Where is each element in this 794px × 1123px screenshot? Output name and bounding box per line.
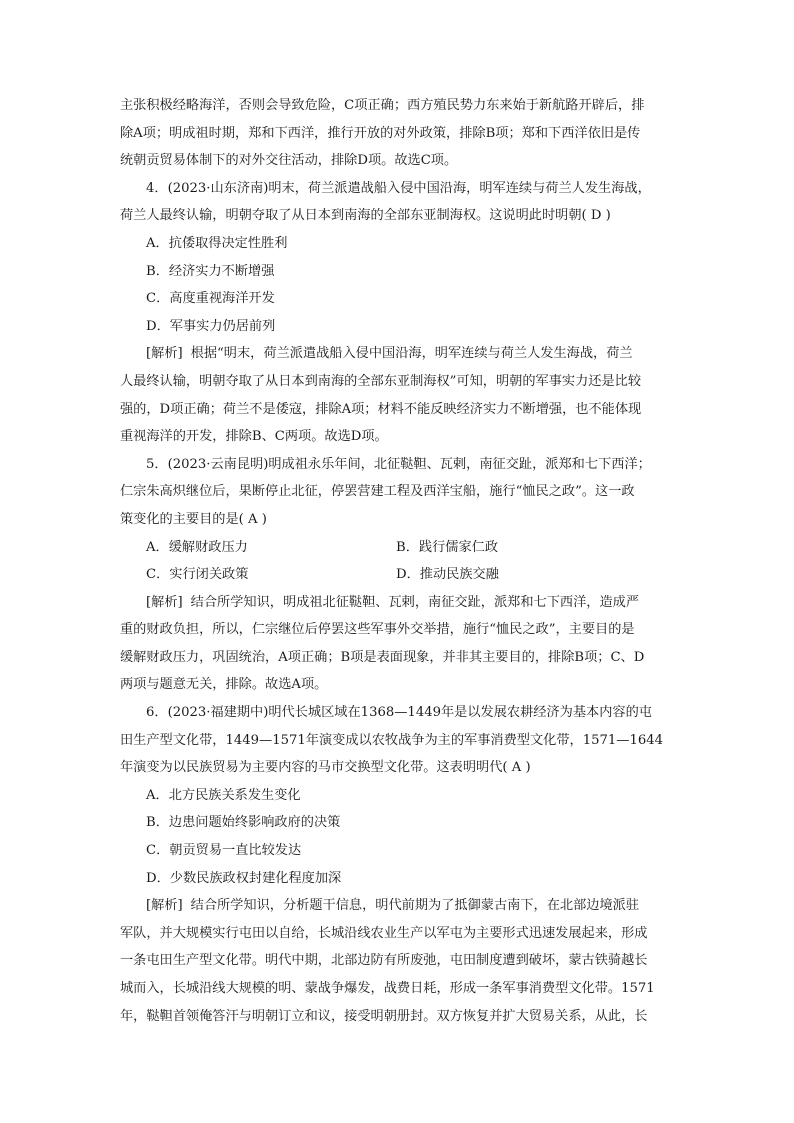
option-c: C．朝贡贸易一直比较发达 <box>146 843 302 859</box>
option-d: D．推动民族交融 <box>396 567 499 583</box>
analysis-tag: [解析] <box>146 898 183 914</box>
option-d: D．少数民族政权封建化程度加深 <box>146 870 342 886</box>
analysis-line: [解析] 结合所学知识，明成祖北征鞑靼、瓦剌，南征交趾，派郑和七下西洋，造成严 <box>146 594 640 610</box>
option-c: C．高度重视海洋开发 <box>146 291 275 307</box>
analysis-tag: [解析] <box>146 594 183 610</box>
analysis-line: 两项与题意无关，排除。故选A项。 <box>120 677 328 693</box>
text-line: 除A项；明成祖时期，郑和下西洋，推行开放的对外政策，排除B项；郑和下西洋依旧是传 <box>120 125 641 141</box>
question-5 <box>120 451 676 699</box>
question-stem-line: 仁宗朱高炽继位后，果断停止北征，停罢营建工程及西洋宝船，施行“恤民之政”。这一政 <box>120 484 635 500</box>
analysis-line: [解析] 根据“明末，荷兰派遣战船入侵中国沿海，明军连续与荷兰人发生海战，荷兰 <box>146 346 633 362</box>
option-c: C．实行闭关政策 <box>146 567 249 583</box>
text-line: 统朝贡贸易体制下的对外交往活动，排除D项。故选C项。 <box>120 153 458 169</box>
option-a: A．缓解财政压力 <box>146 539 248 555</box>
analysis-line: 强的，D项正确；荷兰不是倭寇，排除A项；材料不能反映经济实力不断增强，也不能体现 <box>120 401 642 417</box>
option-b: B．经济实力不断增强 <box>146 263 275 279</box>
document-page <box>120 92 676 1030</box>
option-d: D．军事实力仍居前列 <box>146 318 276 334</box>
question-stem-line: 荷兰人最终认输，明朝夺取了从日本到南海的全部东亚制海权。这说明此时明朝( D ) <box>120 208 611 224</box>
analysis-line: [解析] 结合所学知识，分析题干信息，明代前期为了抵御蒙古南下，在北部边境派驻 <box>146 898 640 914</box>
analysis-tag: [解析] <box>146 346 183 362</box>
option-b: B．践行儒家仁政 <box>396 539 499 555</box>
question-4 <box>120 175 676 451</box>
analysis-line: 缓解财政压力，巩固统治，A项正确；B项是表面现象，并非其主要目的，排除B项；C、D <box>120 649 645 665</box>
analysis-line: 重的财政负担，所以，仁宗继位后停罢这些军事外交举措，施行“恤民之政”，主要目的是 <box>120 622 635 638</box>
question-stem-line: 田生产型文化带，1449—1571年演变成以农牧战争为主的军事消费型文化带，1571—1644 <box>120 732 664 748</box>
analysis-line: 一条屯田生产型文化带。明代中期，北部边防有所废弛，屯田制度遭到破坏，蒙古铁骑越长 <box>120 953 648 969</box>
question-stem-line: 4．(2023·山东济南)明末，荷兰派遣战船入侵中国沿海，明军连续与荷兰人发生海战， <box>146 180 651 196</box>
analysis-line: 重视海洋的开发，排除B、C两项。故选D项。 <box>120 429 388 445</box>
analysis-line: 城而入，长城沿线大规模的明、蒙战争爆发，战费日耗，形成一条军事消费型文化带。1571 <box>120 981 655 996</box>
question-6 <box>120 699 676 1030</box>
question-stem-line: 5．(2023·云南昆明)明成祖永乐年间，北征鞑靼、瓦剌，南征交趾，派郑和七下西洋； <box>146 456 651 472</box>
question-stem-line: 6．(2023·福建期中)明代长城区域在1368—1449年是以发展农耕经济为基本内容的屯 <box>146 705 652 721</box>
option-row <box>120 561 676 589</box>
option-row <box>120 534 676 562</box>
question-stem-line: 年演变为以民族贸易为主要内容的马市交换型文化带。这表明明代( A ) <box>120 760 531 776</box>
option-a: A．北方民族关系发生变化 <box>146 787 301 803</box>
intro-paragraph <box>120 92 676 175</box>
option-b: B．边患问题始终影响政府的决策 <box>146 815 341 831</box>
text-line: 主张积极经略海洋，否则会导致危险，C项正确；西方殖民势力东来始于新航路开辟后，排 <box>120 98 645 113</box>
analysis-line: 年，鞑靼首领俺答汗与明朝订立和议，接受明朝册封。双方恢复并扩大贸易关系，从此，长 <box>120 1008 648 1024</box>
option-a: A．抗倭取得决定性胜利 <box>146 235 288 251</box>
analysis-line: 人最终认输，明朝夺取了从日本到南海的全部东亚制海权”可知，明朝的军事实力还是比较 <box>120 373 642 389</box>
analysis-line: 军队，并大规模实行屯田以自给，长城沿线农业生产以军屯为主要形式迅速发展起来，形成 <box>120 925 648 941</box>
question-stem-line: 策变化的主要目的是( A ) <box>120 511 267 527</box>
